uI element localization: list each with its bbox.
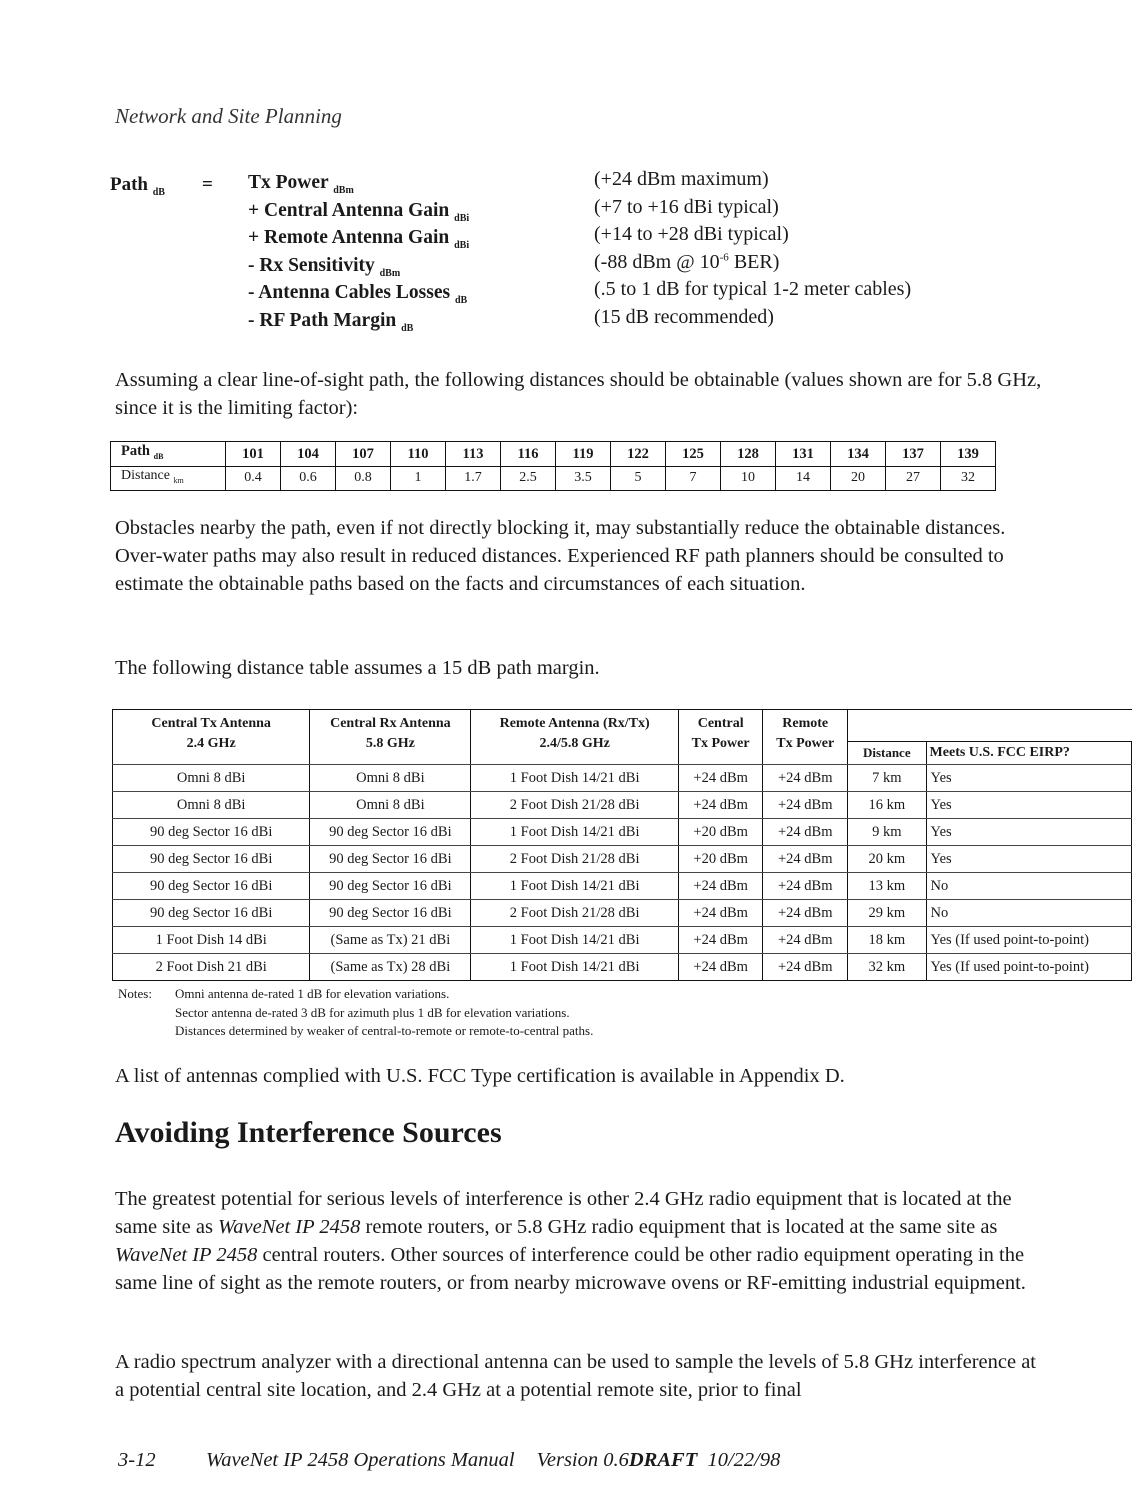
formula-equals: = — [202, 174, 213, 195]
table-cell: 1 Foot Dish 14/21 dBi — [471, 954, 678, 981]
table-cell: +24 dBm — [763, 927, 848, 954]
distance-value-cell: 7 — [666, 466, 721, 490]
table-row — [113, 873, 1132, 900]
table-cell: +24 dBm — [763, 873, 848, 900]
table-cell: 2 Foot Dish 21 dBi — [113, 954, 310, 981]
table-cell: +24 dBm — [678, 927, 763, 954]
table-cell: 13 km — [848, 873, 927, 900]
table-cell: 9 km — [848, 819, 927, 846]
table-cell: 7 km — [848, 765, 927, 792]
table-cell: Omni 8 dBi — [113, 765, 310, 792]
path-value-cell: 134 — [831, 442, 886, 467]
table-cell: +24 dBm — [678, 900, 763, 927]
table-row — [113, 819, 1132, 846]
distance-value-cell: 5 — [611, 466, 666, 490]
antenna-list-paragraph: A list of antennas complied with U.S. FCC Type certification is available in Appendix D. — [115, 1065, 845, 1087]
table-cell: +24 dBm — [678, 765, 763, 792]
page-footer — [118, 1449, 780, 1472]
path-value-cell: 139 — [941, 442, 996, 467]
table-cell: 90 deg Sector 16 dBi — [113, 846, 310, 873]
table-cell: +24 dBm — [678, 792, 763, 819]
table-header-row — [113, 710, 1132, 742]
table-cell: 90 deg Sector 16 dBi — [113, 819, 310, 846]
section-heading: Avoiding Interference Sources — [115, 1116, 502, 1149]
table-row — [113, 954, 1132, 981]
distance-value-cell: 0.6 — [281, 466, 336, 490]
header-central-tx: Central Tx Antenna 2.4 GHz — [113, 710, 310, 765]
path-value-cell: 128 — [721, 442, 776, 467]
table-cell: Yes (If used point-to-point) — [926, 927, 1131, 954]
table-cell: Omni 8 dBi — [310, 792, 471, 819]
table-row — [113, 792, 1132, 819]
distance-value-cell: 3.5 — [556, 466, 611, 490]
table-cell: 1 Foot Dish 14/21 dBi — [471, 765, 678, 792]
running-header: Network and Site Planning — [115, 104, 342, 128]
table-cell: +24 dBm — [763, 954, 848, 981]
formula-note: (15 dB recommended) — [594, 305, 774, 328]
formula-terms — [248, 172, 469, 337]
header-fcc: Meets U.S. FCC EIRP? — [926, 742, 1131, 765]
table-cell: 29 km — [848, 900, 927, 927]
intro-paragraph: Assuming a clear line-of-sight path, the following distances should be obtainable (values shown are for 5.8 GHz, since it is the limiting factor): — [115, 369, 1042, 419]
path-value-cell: 125 — [666, 442, 721, 467]
table-cell: +24 dBm — [763, 900, 848, 927]
distance-value-cell: 27 — [886, 466, 941, 490]
table-cell: 90 deg Sector 16 dBi — [113, 873, 310, 900]
formula-note: (.5 to 1 dB for typical 1-2 meter cables) — [594, 278, 912, 300]
table-row — [113, 846, 1132, 873]
table-cell: +24 dBm — [763, 846, 848, 873]
formula-note: (-88 dBm @ $10^{-6}$ BER) — [594, 250, 780, 273]
table-row — [113, 927, 1132, 954]
table-cell: 90 deg Sector 16 dBi — [310, 819, 471, 846]
footer-draft: DRAFT — [628, 1449, 698, 1471]
distance-value-cell: 2.5 — [501, 466, 556, 490]
table-cell: (Same as Tx) 21 dBi — [310, 927, 471, 954]
notes-label: Notes: — [118, 986, 152, 1001]
table-cell: Yes — [926, 819, 1131, 846]
distance-value-cell: 32 — [941, 466, 996, 490]
page-number: 3-12 — [118, 1449, 156, 1471]
path-value-cell: 137 — [886, 442, 941, 467]
table-cell: +24 dBm — [763, 819, 848, 846]
table-cell: Yes — [926, 792, 1131, 819]
table-cell: +20 dBm — [678, 819, 763, 846]
table-cell: +24 dBm — [763, 765, 848, 792]
formula-term: - RF Path Margin $_{dB}$ — [248, 309, 414, 334]
note-line: Distances determined by weaker of central-to-remote or remote-to-central paths. — [175, 1023, 594, 1038]
table-notes — [118, 985, 593, 1041]
table-cell: 1 Foot Dish 14/21 dBi — [471, 927, 678, 954]
formula-term: Tx Power $_{dBm}$ — [248, 172, 354, 196]
table-cell: 90 deg Sector 16 dBi — [310, 900, 471, 927]
note-line: Sector antenna de-rated 3 dB for azimuth plus 1 dB for elevation variations. — [175, 1004, 570, 1020]
distance-value-cell: 1.7 — [446, 466, 501, 490]
header-remote-power: Remote Tx Power — [763, 710, 848, 765]
table-cell: 90 deg Sector 16 dBi — [310, 873, 471, 900]
path-value-cell: 122 — [611, 442, 666, 467]
path-value-cell: 107 — [336, 442, 391, 467]
formula-term: + Central Antenna Gain $_{dBi}$ — [248, 199, 470, 224]
table-cell: 2 Foot Dish 21/28 dBi — [471, 792, 678, 819]
distance-value-cell: 0.4 — [226, 466, 281, 490]
formula-notes — [594, 168, 911, 333]
header-central-power: Central Tx Power — [678, 710, 763, 765]
path-distance-table — [110, 441, 996, 491]
formula-note: (+7 to +16 dBi typical) — [594, 195, 779, 218]
table-row — [113, 765, 1132, 792]
header-central-rx: Central Rx Antenna 5.8 GHz — [310, 710, 471, 765]
path-value-cell: 119 — [556, 442, 611, 467]
path-value-cell: 101 — [226, 442, 281, 467]
table-cell: +24 dBm — [763, 792, 848, 819]
footer-title: WaveNet IP 2458 Operations Manual — [206, 1449, 515, 1471]
table-cell: 90 deg Sector 16 dBi — [310, 846, 471, 873]
formula-term: + Remote Antenna Gain $_{dBi}$ — [248, 227, 470, 251]
distance-value-cell: 20 — [831, 466, 886, 490]
path-value-cell: 113 — [446, 442, 501, 467]
path-value-cell: 104 — [281, 442, 336, 467]
table-cell: Yes (If used point-to-point) — [926, 954, 1131, 981]
interference-paragraph: The greatest potential for serious levels of interference is other 2.4 GHz radio equipment that is located at the same site as WaveNet IP 2458 remote routers, or 5.8 GHz radio equipment that is located at the same site as WaveNet IP 2458 central routers. Other sources of interference could be other radio equipment operating in the same line of sight as the remote routers, or from nearby microwave ovens or RF-emitting industrial equipment. — [115, 1188, 1026, 1294]
table-cell: 1 Foot Dish 14/21 dBi — [471, 873, 678, 900]
table-cell: 20 km — [848, 846, 927, 873]
table-cell: Omni 8 dBi — [310, 765, 471, 792]
path-row-label: Path $_{dB}$ — [111, 442, 226, 467]
distance-value-cell: 1 — [391, 466, 446, 490]
table-cell: No — [926, 900, 1131, 927]
analyzer-paragraph: A radio spectrum analyzer with a directional antenna can be used to sample the levels of 5.8 GHz interference at a potential central site location, and 2.4 GHz at a potential remote site, prior to final — [115, 1351, 1036, 1401]
table-cell: Yes — [926, 846, 1131, 873]
distance-value-cell: 14 — [776, 466, 831, 490]
distance-value-cell: 10 — [721, 466, 776, 490]
footer-date: 10/22/98 — [697, 1449, 781, 1471]
path-value-cell: 131 — [776, 442, 831, 467]
table-cell: 2 Foot Dish 21/28 dBi — [471, 900, 678, 927]
obstacles-paragraph: Obstacles nearby the path, even if not directly blocking it, may substantially reduce the obtainable distances. Over-water paths may also result in reduced distances. Experienced RF path planners should be consulted to estimate the obtainable paths based on the facts and circumstances of each situation. — [115, 517, 1006, 595]
note-line: Omni antenna de-rated 1 dB for elevation variations. — [175, 986, 450, 1001]
table-cell: Omni 8 dBi — [113, 792, 310, 819]
header-remote-antenna: Remote Antenna (Rx/Tx) 2.4/5.8 GHz — [471, 710, 678, 765]
header-distance: Distance — [848, 742, 927, 765]
table-cell: +20 dBm — [678, 846, 763, 873]
table-cell: (Same as Tx) 28 dBi — [310, 954, 471, 981]
distance-intro: The following distance table assumes a 15 dB path margin. — [115, 657, 600, 679]
table-cell: 2 Foot Dish 21/28 dBi — [471, 846, 678, 873]
path-value-cell: 116 — [501, 442, 556, 467]
table-cell: 90 deg Sector 16 dBi — [113, 900, 310, 927]
table-cell: +24 dBm — [678, 873, 763, 900]
distance-row — [111, 466, 996, 490]
distance-row-label: Distance $_{km}$ — [111, 466, 226, 490]
path-row — [111, 442, 996, 467]
footer-version: Version 0.6 — [536, 1449, 629, 1471]
table-cell: 16 km — [848, 792, 927, 819]
table-cell: 18 km — [848, 927, 927, 954]
path-value-cell: 110 — [391, 442, 446, 467]
table-cell: No — [926, 873, 1131, 900]
distance-value-cell: 0.8 — [336, 466, 391, 490]
table-cell: 32 km — [848, 954, 927, 981]
formula-term: - Rx Sensitivity $_{dBm}$ — [248, 254, 401, 279]
table-cell: +24 dBm — [678, 954, 763, 981]
formula-label: Path $_{dB}$ — [110, 174, 165, 198]
formula-note: (+24 dBm maximum) — [594, 168, 769, 190]
table-cell: 1 Foot Dish 14/21 dBi — [471, 819, 678, 846]
table-cell: 1 Foot Dish 14 dBi — [113, 927, 310, 954]
table-cell: Yes — [926, 765, 1131, 792]
formula-note: (+14 to +28 dBi typical) — [594, 223, 789, 245]
table-row — [113, 900, 1132, 927]
formula-term: - Antenna Cables Losses $_{dB}$ — [248, 282, 468, 306]
distance-table — [112, 709, 1132, 981]
